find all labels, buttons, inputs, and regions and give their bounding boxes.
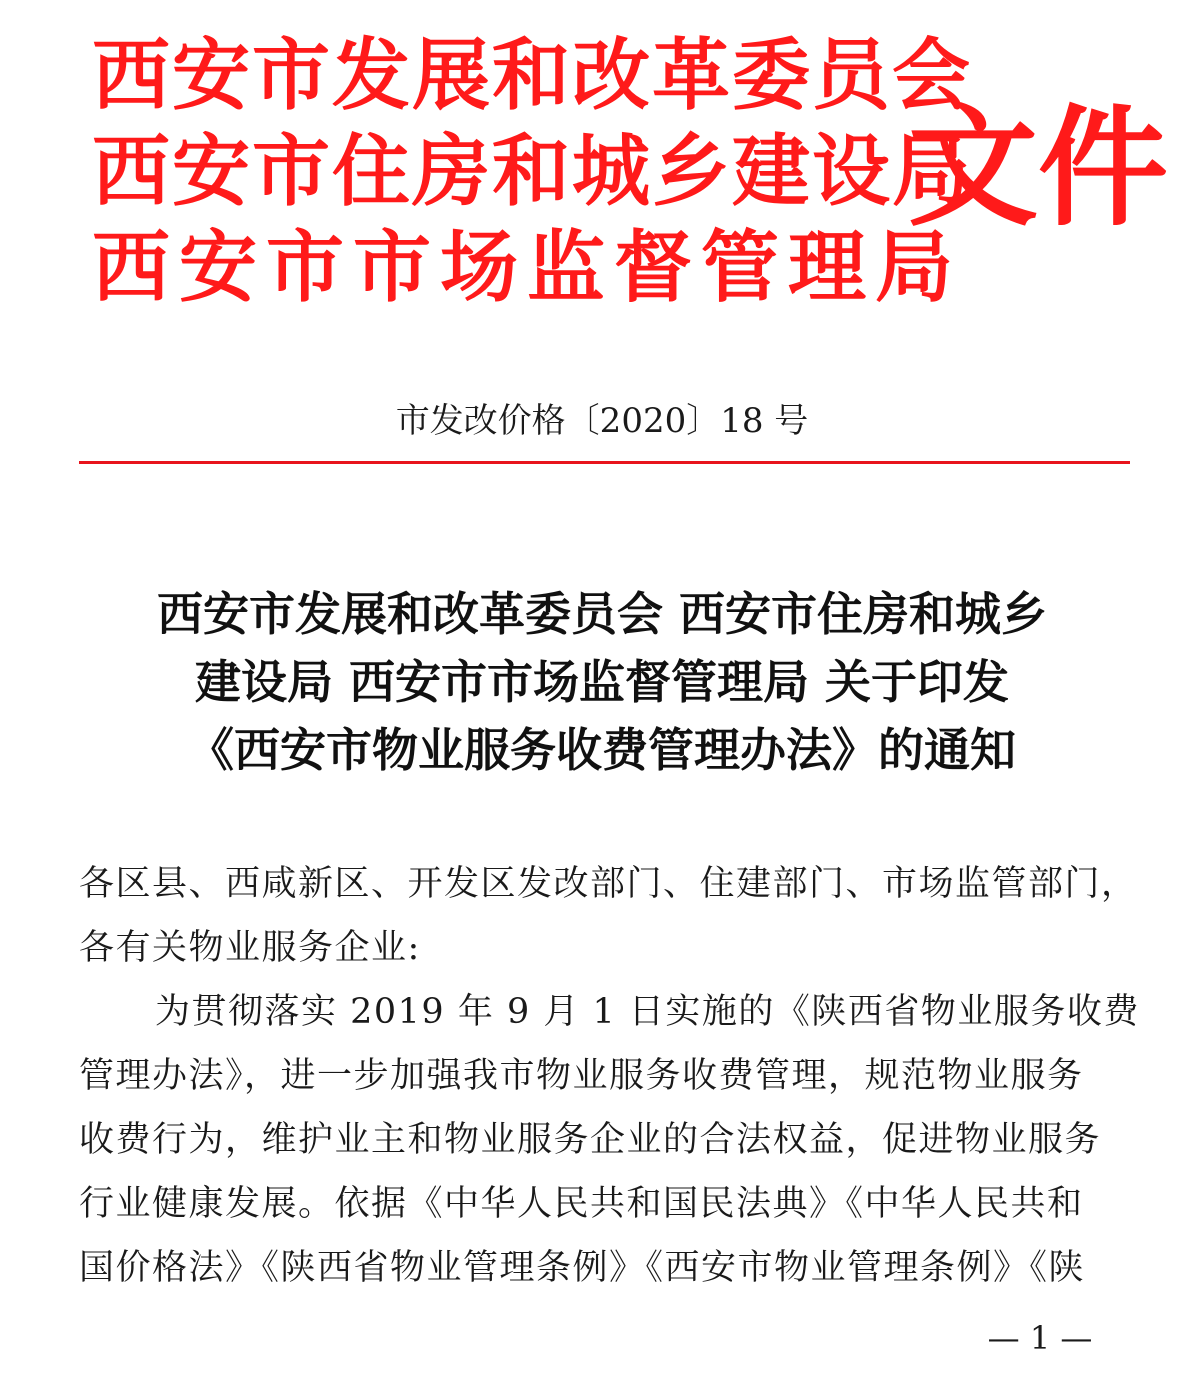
title-line: 西安市发展和改革委员会 西安市住房和城乡 — [156, 587, 1047, 641]
paragraph-line: 为贯彻落实 2019 年 9 月 1 日实施的《陕西省物业服务收费 — [155, 992, 1140, 1032]
paragraph-line: 管理办法》，进一步加强我市物业服务收费管理，规范物业服务 — [79, 1056, 1084, 1096]
agency-name: 西安市发展和改革委员会 — [92, 30, 973, 121]
agency-name: 西安市市场监督管理局 — [92, 222, 963, 313]
issuing-agencies — [92, 28, 973, 316]
title-line: 建设局 西安市市场监督管理局 关于印发 — [194, 655, 1010, 709]
addressee-line: 各有关物业服务企业: — [79, 928, 421, 968]
document-suffix: 文件 — [908, 91, 1169, 244]
red-divider-line — [79, 461, 1130, 464]
paragraph-line: 国价格法》《陕西省物业管理条例》《西安市物业管理条例》《陕 — [79, 1248, 1086, 1288]
title-line: 《西安市物业服务收费管理办法》的通知 — [188, 723, 1016, 777]
document-body — [79, 852, 1140, 1300]
paragraph-line: 收费行为，维护业主和物业服务企业的合法权益，促进物业服务 — [79, 1120, 1102, 1160]
document-title — [70, 580, 1134, 784]
paragraph-line: 行业健康发展。依据《中华人民共和国民法典》《中华人民共和 — [79, 1184, 1084, 1224]
addressee-line: 各区县、西咸新区、开发区发改部门、住建部门、市场监管部门， — [79, 864, 1138, 904]
agency-name: 西安市住房和城乡建设局 — [92, 126, 973, 217]
page-number: — 1 — — [987, 1319, 1093, 1357]
document-number: 市发改价格〔2020〕18 号 — [395, 401, 809, 441]
